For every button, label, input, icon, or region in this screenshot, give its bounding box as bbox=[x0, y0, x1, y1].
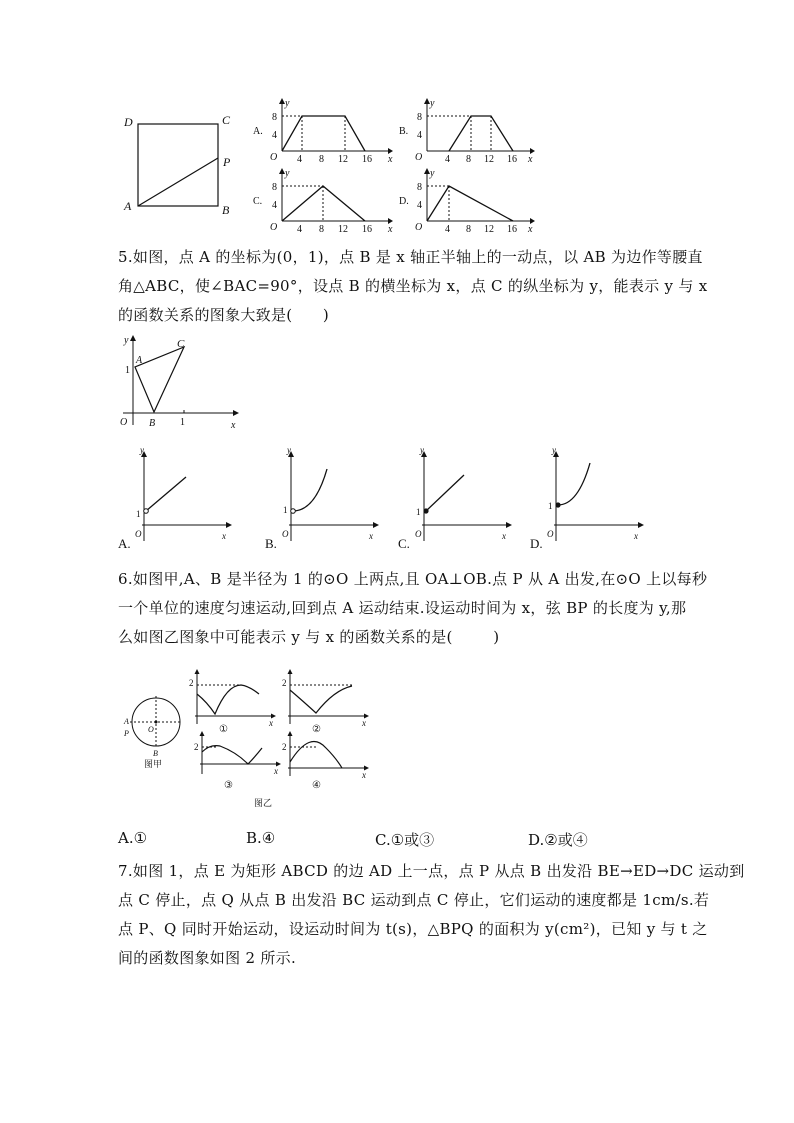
q4-option-a-label: A. bbox=[253, 126, 263, 137]
svg-text:16: 16 bbox=[507, 154, 517, 165]
q5-line-2: 角△ABC，使∠BAC=90°，设点 B 的横坐标为 x，点 C 的纵坐标为 y，能表示 y 与 x bbox=[118, 277, 708, 295]
q4-option-a-graph bbox=[250, 96, 395, 166]
svg-text:4: 4 bbox=[272, 130, 277, 141]
q6-graph-4 bbox=[278, 730, 373, 798]
q5-question-text bbox=[118, 243, 708, 330]
q6-question-text bbox=[118, 565, 708, 652]
svg-text:12: 12 bbox=[338, 224, 348, 235]
svg-text:②: ② bbox=[312, 724, 321, 735]
q5-option-c-graph bbox=[398, 445, 518, 553]
svg-text:O: O bbox=[270, 152, 278, 163]
q4-option-d-label: D. bbox=[399, 196, 409, 207]
svg-text:O: O bbox=[415, 222, 423, 233]
svg-text:x: x bbox=[269, 718, 273, 728]
svg-text:x: x bbox=[634, 531, 638, 541]
svg-text:2: 2 bbox=[282, 742, 287, 752]
square-label-d: D bbox=[124, 115, 133, 129]
svg-text:B: B bbox=[149, 418, 156, 429]
svg-text:O: O bbox=[120, 417, 128, 428]
svg-text:4: 4 bbox=[272, 200, 277, 211]
fig-yi-caption: 图乙 bbox=[254, 799, 273, 809]
q6-line-1: 6.如图甲,A、B 是半径为 1 的⊙O 上两点,且 OA⊥OB.点 P 从 A 出发,在⊙O 上以每秒 bbox=[118, 570, 708, 588]
q4-option-d-graph bbox=[395, 166, 540, 236]
svg-text:12: 12 bbox=[484, 154, 494, 165]
svg-text:x: x bbox=[231, 420, 236, 431]
svg-text:O: O bbox=[415, 152, 423, 163]
svg-text:12: 12 bbox=[338, 154, 348, 165]
svg-text:4: 4 bbox=[445, 154, 450, 165]
svg-text:y: y bbox=[285, 98, 290, 109]
q6-option-b: B.④ bbox=[246, 829, 276, 847]
q7-question-text bbox=[118, 857, 745, 973]
svg-text:12: 12 bbox=[484, 224, 494, 235]
svg-text:O: O bbox=[415, 529, 422, 539]
svg-text:x: x bbox=[362, 770, 366, 780]
q6-graph-1 bbox=[185, 668, 280, 736]
q6-line-3: 么如图乙图象中可能表示 y 与 x 的函数关系的是( ) bbox=[118, 628, 500, 646]
svg-text:8: 8 bbox=[272, 112, 277, 123]
q4-option-c-label: C. bbox=[253, 196, 263, 207]
svg-text:B: B bbox=[153, 749, 158, 758]
svg-text:y: y bbox=[552, 445, 556, 455]
svg-text:y: y bbox=[430, 98, 435, 109]
svg-text:O: O bbox=[135, 529, 142, 539]
svg-text:③: ③ bbox=[224, 780, 233, 791]
svg-text:8: 8 bbox=[417, 182, 422, 193]
q5-option-c-label: C. bbox=[398, 536, 410, 551]
q4-option-c-graph bbox=[250, 166, 395, 236]
square-label-c: C bbox=[222, 113, 231, 127]
svg-text:x: x bbox=[369, 531, 373, 541]
svg-text:y: y bbox=[420, 445, 424, 455]
fig-jia-caption: 图甲 bbox=[144, 759, 163, 769]
svg-text:④: ④ bbox=[312, 780, 321, 791]
square-label-a: A bbox=[124, 199, 132, 213]
q4-option-b-label: B. bbox=[399, 126, 409, 137]
svg-text:8: 8 bbox=[417, 112, 422, 123]
svg-text:P: P bbox=[124, 729, 129, 738]
q7-line-4: 间的函数图象如图 2 所示. bbox=[118, 949, 297, 967]
svg-text:x: x bbox=[274, 766, 278, 776]
square-label-p: P bbox=[223, 155, 231, 169]
q7-line-3: 点 P、Q 同时开始运动，设运动时间为 t(s)，△BPQ 的面积为 y(cm²)，已知 y 与 t 之 bbox=[118, 920, 708, 938]
q5-line-3: 的函数关系的图象大致是( ) bbox=[118, 306, 330, 324]
svg-text:x: x bbox=[362, 718, 366, 728]
svg-text:8: 8 bbox=[466, 154, 471, 165]
svg-text:A: A bbox=[136, 355, 143, 366]
svg-text:x: x bbox=[528, 224, 533, 235]
svg-text:O: O bbox=[282, 529, 289, 539]
svg-text:4: 4 bbox=[445, 224, 450, 235]
svg-text:y: y bbox=[124, 335, 129, 346]
svg-text:O: O bbox=[547, 529, 554, 539]
svg-text:A: A bbox=[124, 717, 129, 726]
q4-option-b-graph bbox=[395, 96, 540, 166]
svg-text:1: 1 bbox=[283, 505, 288, 515]
q5-option-b-graph bbox=[265, 445, 385, 553]
svg-text:4: 4 bbox=[297, 224, 302, 235]
svg-text:y: y bbox=[430, 168, 435, 179]
svg-text:2: 2 bbox=[194, 742, 199, 752]
svg-text:①: ① bbox=[219, 724, 228, 735]
q7-line-2: 点 C 停止，点 Q 从点 B 出发沿 BC 运动到点 C 停止，它们运动的速度都是 1cm/s.若 bbox=[118, 891, 710, 909]
q7-line-1: 7.如图 1，点 E 为矩形 ABCD 的边 AD 上一点，点 P 从点 B 出发沿 BE→ED→DC 运动到 bbox=[118, 862, 745, 880]
q6-option-d: D.②或④ bbox=[528, 831, 588, 849]
svg-text:16: 16 bbox=[507, 224, 517, 235]
q6-option-a: A.① bbox=[118, 829, 148, 847]
q5-option-d-label: D. bbox=[530, 536, 543, 551]
q5-line-1: 5.如图，点 A 的坐标为(0，1)，点 B 是 x 轴正半轴上的一动点，以 AB 为边作等腰直 bbox=[118, 248, 703, 266]
svg-text:x: x bbox=[502, 531, 506, 541]
q5-option-a-label: A. bbox=[118, 536, 131, 551]
svg-text:1: 1 bbox=[136, 509, 141, 519]
q5-option-a-graph bbox=[118, 445, 238, 553]
svg-text:O: O bbox=[270, 222, 278, 233]
svg-text:y: y bbox=[140, 445, 144, 455]
q6-figure-jia bbox=[118, 690, 188, 772]
svg-text:y: y bbox=[285, 168, 290, 179]
q5-option-b-label: B. bbox=[265, 536, 277, 551]
q4-square-figure bbox=[118, 110, 248, 220]
svg-text:1: 1 bbox=[180, 417, 185, 428]
square-label-b: B bbox=[222, 203, 230, 217]
svg-text:1: 1 bbox=[416, 507, 421, 517]
svg-text:16: 16 bbox=[362, 154, 372, 165]
svg-text:y: y bbox=[287, 445, 291, 455]
svg-text:4: 4 bbox=[297, 154, 302, 165]
svg-text:x: x bbox=[388, 154, 393, 165]
svg-text:O: O bbox=[148, 725, 154, 734]
q5-triangle-figure bbox=[118, 333, 243, 433]
svg-text:8: 8 bbox=[272, 182, 277, 193]
q6-line-2: 一个单位的速度匀速运动,回到点 A 运动结束.设运动时间为 x，弦 BP 的长度为 y,那 bbox=[118, 599, 687, 617]
svg-text:2: 2 bbox=[189, 678, 194, 688]
q5-option-d-graph bbox=[530, 445, 650, 553]
svg-text:2: 2 bbox=[282, 678, 287, 688]
svg-text:C: C bbox=[177, 338, 185, 350]
q6-graph-3 bbox=[190, 730, 285, 798]
svg-text:4: 4 bbox=[417, 200, 422, 211]
svg-text:x: x bbox=[528, 154, 533, 165]
svg-text:8: 8 bbox=[466, 224, 471, 235]
svg-text:8: 8 bbox=[319, 154, 324, 165]
svg-text:16: 16 bbox=[362, 224, 372, 235]
svg-text:x: x bbox=[222, 531, 226, 541]
svg-text:4: 4 bbox=[417, 130, 422, 141]
svg-text:8: 8 bbox=[319, 224, 324, 235]
svg-text:x: x bbox=[388, 224, 393, 235]
svg-text:1: 1 bbox=[125, 365, 130, 376]
q6-option-c: C.①或③ bbox=[375, 831, 435, 849]
q6-graph-2 bbox=[278, 668, 373, 736]
svg-text:1: 1 bbox=[548, 501, 553, 511]
